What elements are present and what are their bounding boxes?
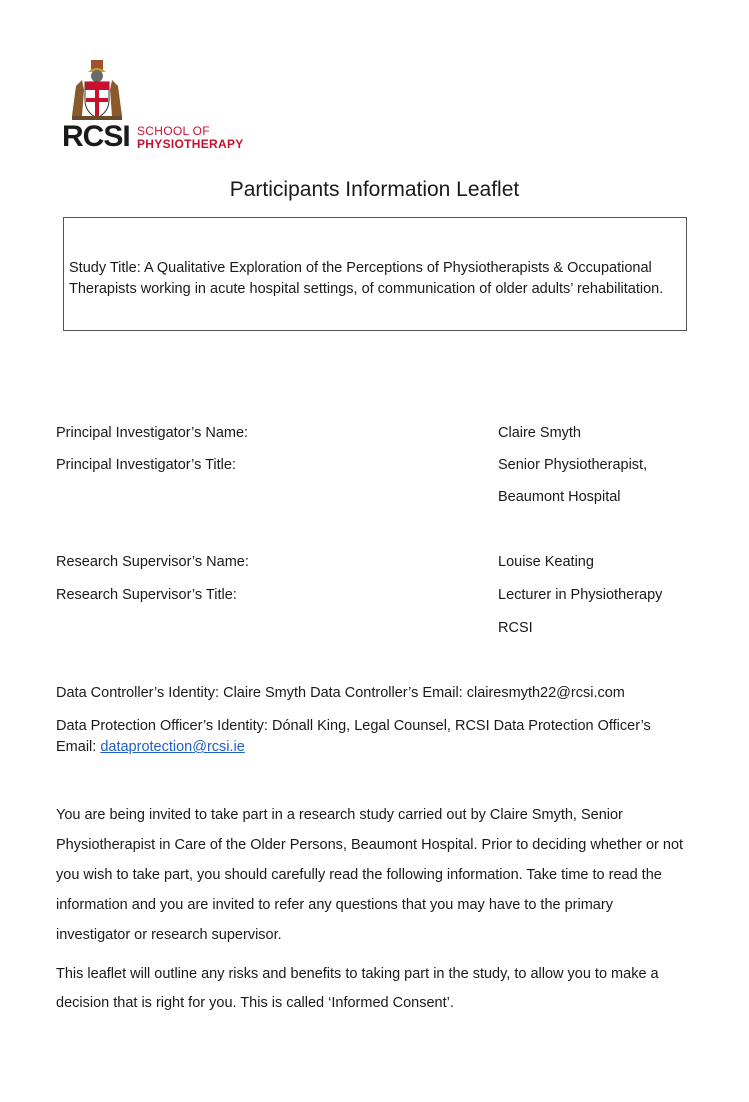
rcsi-wordmark: RCSI — [62, 120, 130, 153]
data-protection-officer — [56, 716, 686, 758]
pi-name-label: Principal Investigator’s Name: — [56, 425, 249, 441]
rcsi-logo — [62, 56, 262, 156]
intro-paragraph: You are being invited to take part in a research study carried out by Claire Smyth, Senior Physiotherapist in Care of the Older Persons, Beaumont Hospital. Prior to deciding whether or not you wish to take part, you should carefully read the following information. Take time to read the information and you are invited to refer any questions that you may have to the primary investigator or research supervisor. — [56, 807, 684, 943]
data-controller-line: Data Controller’s Identity: Claire Smyth Data Controller’s Email: clairesmyth22@rcsi.com — [56, 685, 625, 701]
physiotherapy-text: PHYSIOTHERAPY — [137, 137, 244, 151]
study-title-text: Study Title: A Qualitative Exploration of the Perceptions of Physiotherapists & Occupational Therapists working in acute hospital settings, of communication of older adults’ rehabilitation. — [69, 260, 664, 297]
rs-title-label: Research Supervisor’s Title: — [56, 587, 237, 603]
dpo-text: Data Protection Officer’s Identity: Dónall King, Legal Counsel, RCSI Data Protection Officer’s Email: — [56, 718, 651, 755]
pi-title-label: Principal Investigator’s Title: — [56, 457, 236, 473]
consent-paragraph: This leaflet will outline any risks and benefits to taking part in the study, to allow you to make a decision that is right for you. This is called ‘Informed Consent’. — [56, 966, 659, 1011]
pi-name-value: Claire Smyth — [498, 425, 581, 441]
study-title-box — [63, 217, 687, 331]
rs-name-label: Research Supervisor’s Name: — [56, 554, 249, 570]
dpo-email-link[interactable]: dataprotection@rcsi.ie — [100, 739, 245, 755]
rs-name-value: Louise Keating — [498, 554, 594, 570]
crest-icon — [68, 56, 126, 122]
pi-title-value-line1: Senior Physiotherapist, — [498, 457, 648, 473]
pi-title-value-line2: Beaumont Hospital — [498, 489, 621, 505]
rs-title-value-line2: RCSI — [498, 620, 533, 636]
rs-title-value-line1: Lecturer in Physiotherapy — [498, 587, 663, 603]
school-of-text: SCHOOL OF — [137, 124, 210, 138]
page-title: Participants Information Leaflet — [229, 178, 520, 201]
